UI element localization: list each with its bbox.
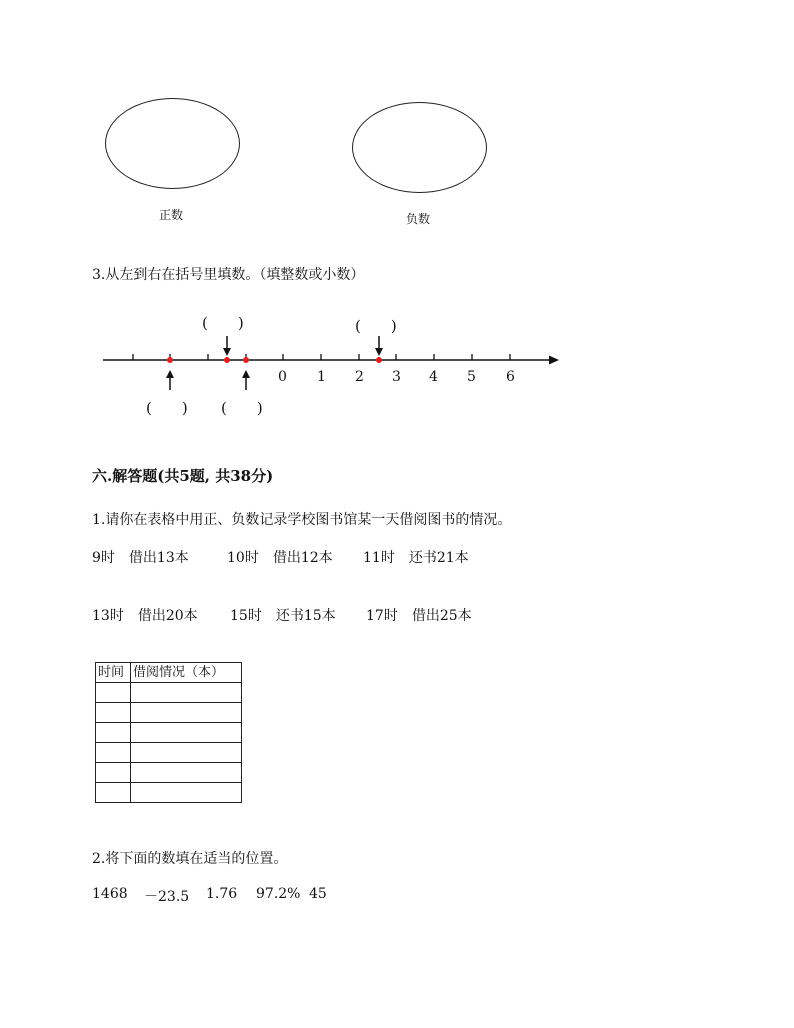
- table-cell[interactable]: [131, 683, 242, 703]
- positive-set-ellipse: [105, 98, 240, 189]
- q1-record-11: 11时 还书21本: [363, 550, 469, 566]
- table-header-row: [96, 663, 242, 683]
- table-cell[interactable]: [131, 743, 242, 763]
- axis-arrowhead: [549, 356, 559, 365]
- table-row: [96, 683, 242, 703]
- table-cell[interactable]: [96, 683, 131, 703]
- up-arrowhead: [166, 370, 174, 378]
- positive-set-label: 正数: [159, 208, 184, 222]
- table-cell[interactable]: [131, 723, 242, 743]
- up-arrowhead: [242, 370, 250, 378]
- table-cell[interactable]: [96, 703, 131, 723]
- table-row: [96, 703, 242, 723]
- table-row: [96, 783, 242, 803]
- table-cell[interactable]: [131, 783, 242, 803]
- q1-prompt: 1.请你在表格中用正、负数记录学校图书馆某一天借阅图书的情况。: [92, 512, 512, 528]
- answer-blank-top-left: ( ): [202, 314, 244, 332]
- q2-number: 97.2%: [256, 886, 301, 902]
- tick-label-4: 4: [429, 369, 438, 385]
- table-row: [96, 763, 242, 783]
- section-6-title: 六.解答题(共5题, 共38分): [92, 467, 274, 485]
- point-a: [167, 357, 173, 363]
- tick-label-0: 0: [278, 369, 287, 385]
- table-cell[interactable]: [96, 763, 131, 783]
- down-arrowhead: [375, 348, 383, 356]
- q1-record-13: 13时 借出20本: [92, 608, 198, 624]
- q1-record-10: 10时 借出12本: [227, 550, 333, 566]
- table-cell[interactable]: [96, 743, 131, 763]
- table-cell[interactable]: [131, 763, 242, 783]
- answer-blank-top-right: ( ): [355, 317, 397, 335]
- q1-record-15: 15时 还书15本: [230, 608, 336, 624]
- tick-label-2: 2: [355, 369, 364, 385]
- header-time: 时间: [96, 663, 131, 683]
- table-cell[interactable]: [131, 703, 242, 723]
- q3-prompt: 3.从左到右在括号里填数。（填整数或小数）: [92, 267, 365, 283]
- q1-record-9: 9时 借出13本: [92, 550, 189, 566]
- table-cell[interactable]: [96, 723, 131, 743]
- table-row: [96, 743, 242, 763]
- negative-set-ellipse: [352, 102, 487, 193]
- borrow-record-table: [95, 662, 242, 803]
- down-arrowhead: [223, 348, 231, 356]
- tick-label-1: 1: [317, 369, 326, 385]
- negative-set-label: 负数: [406, 212, 431, 226]
- tick-label-6: 6: [506, 369, 515, 385]
- number-line-svg: [0, 300, 794, 430]
- tick-label-3: 3: [392, 369, 401, 385]
- q2-number: 1468: [92, 886, 128, 902]
- tick-label-5: 5: [467, 369, 476, 385]
- answer-blank-bottom-right: ( ): [221, 399, 263, 417]
- q2-number: 1.76: [206, 886, 238, 902]
- q2-number: 45: [309, 886, 327, 902]
- q2-number: －23.5: [144, 889, 190, 905]
- table-cell[interactable]: [96, 783, 131, 803]
- point-d: [376, 357, 382, 363]
- answer-blank-bottom-left: ( ): [146, 399, 188, 417]
- point-c: [243, 357, 249, 363]
- table-row: [96, 723, 242, 743]
- point-b: [224, 357, 230, 363]
- number-line: [0, 300, 794, 430]
- q2-prompt: 2.将下面的数填在适当的位置。: [92, 851, 288, 867]
- q1-record-17: 17时 借出25本: [366, 608, 472, 624]
- header-borrow-status: 借阅情况（本）: [131, 663, 242, 683]
